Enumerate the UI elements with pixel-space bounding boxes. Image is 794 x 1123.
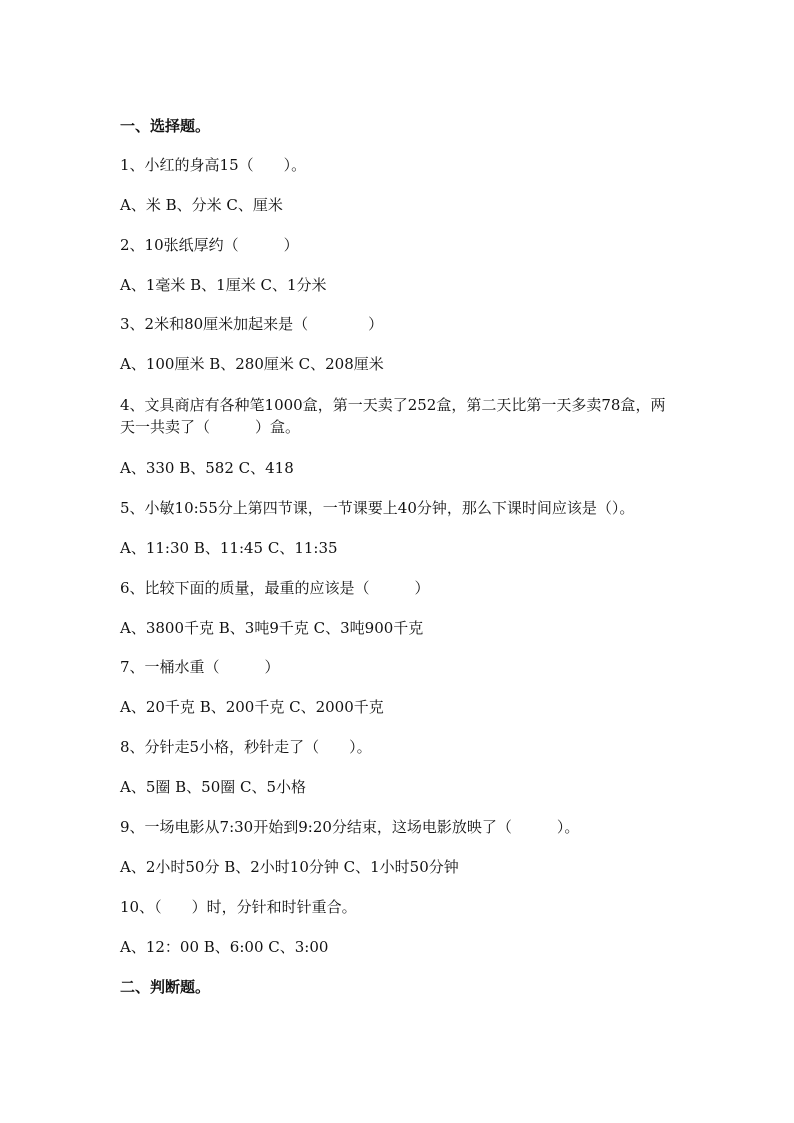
question-5-stem: 5、小敏10:55分上第四节课，一节课要上40分钟，那么下课时间应该是（）。 bbox=[120, 499, 635, 517]
question-1-stem: 1、小红的身高15（ ）。 bbox=[120, 156, 307, 174]
question-2-stem: 2、10张纸厚约（ ） bbox=[120, 236, 299, 254]
section-title-judge: 二、判断题。 bbox=[120, 978, 211, 996]
question-10-stem: 10、（ ）时，分针和时针重合。 bbox=[120, 898, 357, 916]
question-7-stem: 7、一桶水重（ ） bbox=[120, 658, 280, 676]
question-5-options: A、11:30 B、11:45 C、11:35 bbox=[120, 539, 338, 557]
question-4-options: A、330 B、582 C、418 bbox=[120, 459, 294, 477]
question-3-options: A、100厘米 B、280厘米 C、208厘米 bbox=[120, 355, 384, 373]
question-9-stem: 9、一场电影从7:30开始到9:20分结束，这场电影放映了（ ）。 bbox=[120, 818, 580, 836]
question-6-options: A、3800千克 B、3吨9千克 C、3吨900千克 bbox=[120, 619, 424, 637]
question-8-stem: 8、分针走5小格，秒针走了（ ）。 bbox=[120, 738, 372, 756]
section-title-choice: 一、选择题。 bbox=[120, 117, 211, 135]
question-10-options: A、12：00 B、6:00 C、3:00 bbox=[120, 938, 329, 956]
question-8-options: A、5圈 B、50圈 C、5小格 bbox=[120, 778, 307, 796]
question-1-options: A、米 B、分米 C、厘米 bbox=[120, 196, 283, 214]
question-2-options: A、1毫米 B、1厘米 C、1分米 bbox=[120, 276, 327, 294]
question-7-options: A、20千克 B、200千克 C、2000千克 bbox=[120, 698, 384, 716]
question-3-stem: 3、2米和80厘米加起来是（ ） bbox=[120, 315, 384, 333]
question-4-stem: 4、文具商店有各种笔1000盒，第一天卖了252盒，第二天比第一天多卖78盒，两天一共卖了（ ）盒。 bbox=[120, 396, 666, 436]
question-6-stem: 6、比较下面的质量，最重的应该是（ ） bbox=[120, 579, 430, 597]
question-9-options: A、2小时50分 B、2小时10分钟 C、1小时50分钟 bbox=[120, 858, 459, 876]
